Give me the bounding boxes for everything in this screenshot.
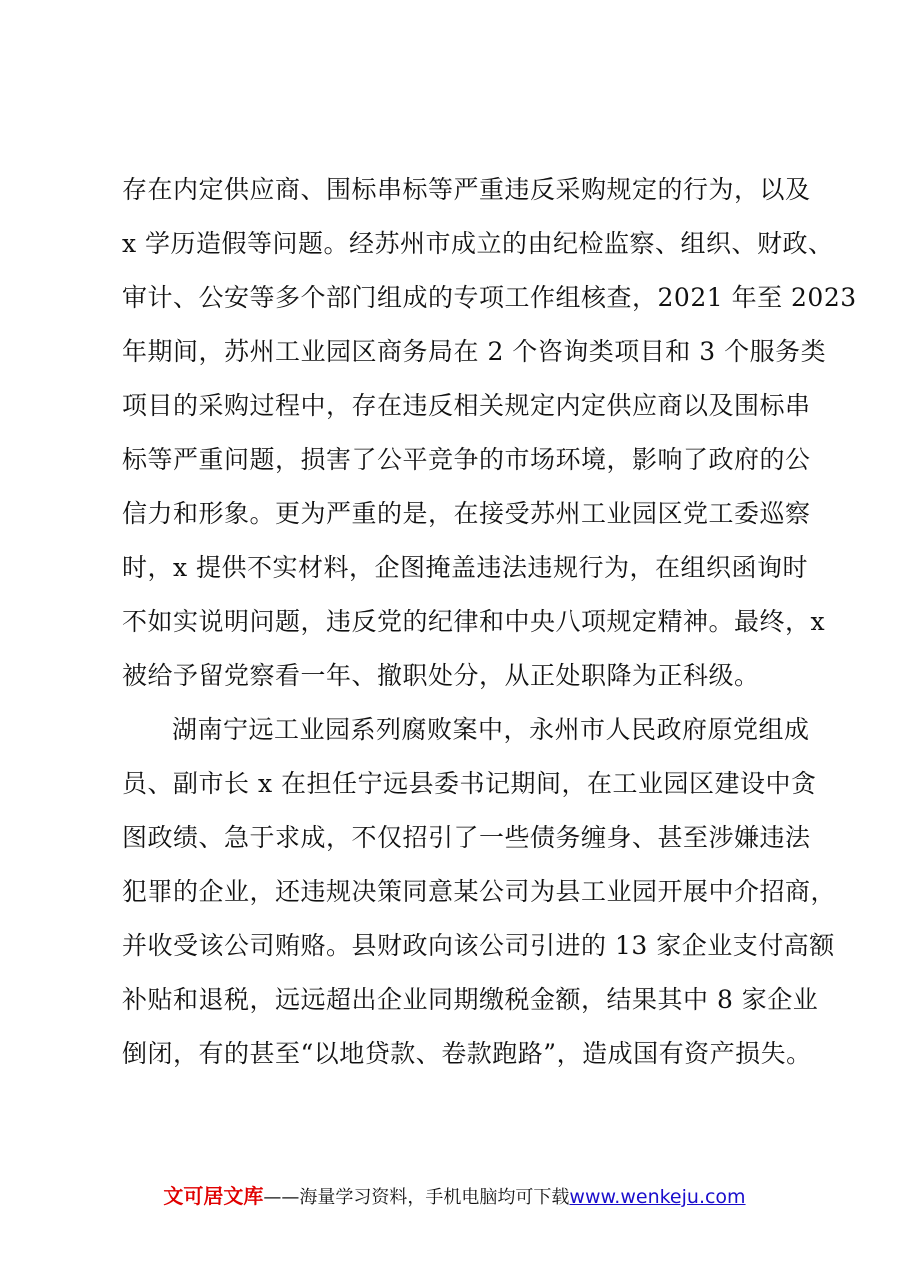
paragraph-1-line-9: 不如实说明问题，违反党的纪律和中央八项规定精神。最终，x: [122, 607, 826, 636]
document-body: [122, 163, 857, 1081]
paragraph-1-line-4: 年期间，苏州工业园区商务局在 2 个咨询类项目和 3 个服务类: [122, 337, 827, 366]
paragraph-2-line-7: 倒闭，有的甚至“以地贷款、卷款跑路”，造成国有资产损失。: [122, 1039, 812, 1068]
footer-banner: [0, 1180, 909, 1212]
paragraph-2-line-4: 犯罪的企业，还违规决策同意某公司为县工业园开展中介招商，: [122, 877, 837, 906]
paragraph-1-line-3: 审计、公安等多个部门组成的专项工作组核查，2021 年至 2023: [122, 283, 857, 312]
paragraph-1-line-5: 项目的采购过程中，存在违反相关规定内定供应商以及围标串: [122, 391, 811, 420]
paragraph-1-line-10: 被给予留党察看一年、撤职处分，从正处职降为正科级。: [122, 661, 760, 690]
paragraph-2-line-6: 补贴和退税，远远超出企业同期缴税金额，结果其中 8 家企业: [122, 985, 819, 1014]
paragraph-1-line-2: x 学历造假等问题。经苏州市成立的由纪检监察、组织、财政、: [122, 229, 834, 258]
paragraph-1-line-8: 时，x 提供不实材料，企图掩盖违法违规行为，在组织函询时: [122, 553, 809, 582]
paragraph-1-line-6: 标等严重问题，损害了公平竞争的市场环境，影响了政府的公: [122, 445, 811, 474]
paragraph-2-line-1: 湖南宁远工业园系列腐败案中，永州市人民政府原党组成: [172, 715, 810, 744]
footer-tagline: ——海量学习资料，手机电脑均可下载: [263, 1187, 570, 1208]
paragraph-2-line-3: 图政绩、急于求成，不仅招引了一些债务缠身、甚至涉嫌违法: [122, 823, 811, 852]
paragraph-2-line-5: 并收受该公司贿赂。县财政向该公司引进的 13 家企业支付高额: [122, 931, 835, 960]
footer-brand: 文可居文库: [163, 1184, 264, 1208]
paragraph-2-line-2: 员、副市长 x 在担任宁远县委书记期间，在工业园区建设中贪: [122, 769, 817, 798]
footer-website-link[interactable]: www.wenkeju.com: [569, 1186, 746, 1208]
paragraph-1-line-7: 信力和形象。更为严重的是，在接受苏州工业园区党工委巡察: [122, 499, 811, 528]
paragraph-1-line-1: 存在内定供应商、围标串标等严重违反采购规定的行为，以及: [122, 175, 811, 204]
